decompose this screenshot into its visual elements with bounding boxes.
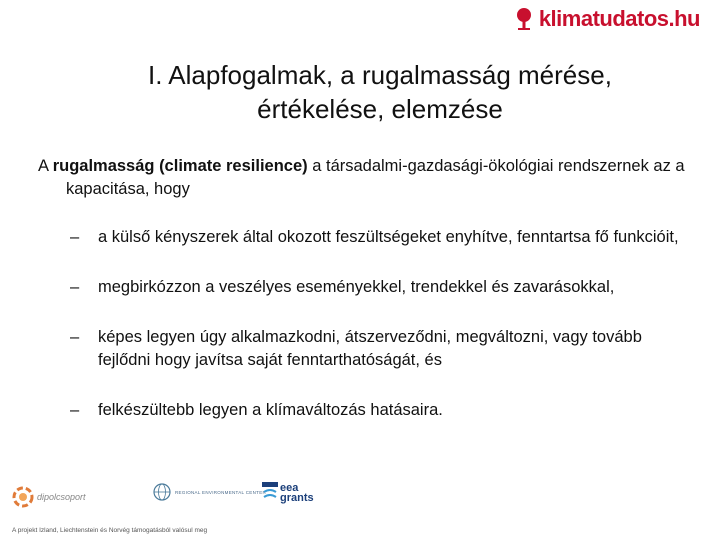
title-line-1: I. Alapfogalmak, a rugalmasság mérése, [148, 60, 612, 90]
bullet-text: képes legyen úgy alkalmazkodni, átszerveződni, megváltozni, vagy tovább fejlődni hogy javítsa saját fenntarthatóságát, és [98, 328, 642, 369]
logo-text: klimatudatos.hu [538, 6, 700, 31]
bullet-text: felkészültebb legyen a klímaváltozás hatásaira. [98, 401, 443, 419]
title-line-2: értékelése, elemzése [257, 94, 503, 124]
tree-logo-icon [513, 7, 535, 31]
funding-note: A projekt Izland, Liechtenstein és Norvég támogatásból valósul meg [12, 527, 208, 534]
eea-grants-text [280, 483, 314, 503]
list-item [38, 399, 688, 422]
bullet-text: megbirkózzon a veszélyes eseményekkel, trendekkel és zavarásokkal, [98, 278, 615, 296]
rec-logo-text: REGIONAL ENVIRONMENTAL CENTER [175, 489, 267, 495]
globe-icon [153, 483, 171, 501]
eea-grants-logo [262, 482, 314, 504]
intro-rest: a társadalmi-gazdasági-ökológiai rendszernek az a kapacitása, hogy [66, 157, 685, 198]
intro-bold-term: rugalmasság (climate resilience) [52, 157, 308, 175]
dipol-logo [12, 486, 86, 508]
dash-marker: – [70, 328, 80, 346]
footer [0, 480, 720, 540]
dipol-logo-text: dipolcsoport [37, 492, 86, 502]
list-item [38, 326, 688, 372]
list-item [38, 276, 688, 299]
dash-marker: – [70, 278, 80, 296]
rec-logo [153, 483, 266, 501]
bullet-text: a külső kényszerek által okozott feszültségeket enyhítve, fenntartsa fő funkcióit, [98, 228, 679, 246]
intro-prefix: A [38, 157, 53, 175]
eea-flag-icon [262, 482, 278, 504]
list-item [38, 226, 688, 249]
slide-title [80, 58, 680, 126]
bullet-list [38, 226, 688, 422]
grants-text: grants [280, 492, 314, 504]
intro-paragraph [38, 155, 688, 201]
dash-marker: – [70, 228, 80, 246]
slide-body [38, 155, 688, 449]
klimatudatos-logo [513, 6, 700, 32]
dipol-swirl-icon [12, 486, 34, 508]
dash-marker: – [70, 401, 80, 419]
eea-text: eea [280, 482, 299, 494]
